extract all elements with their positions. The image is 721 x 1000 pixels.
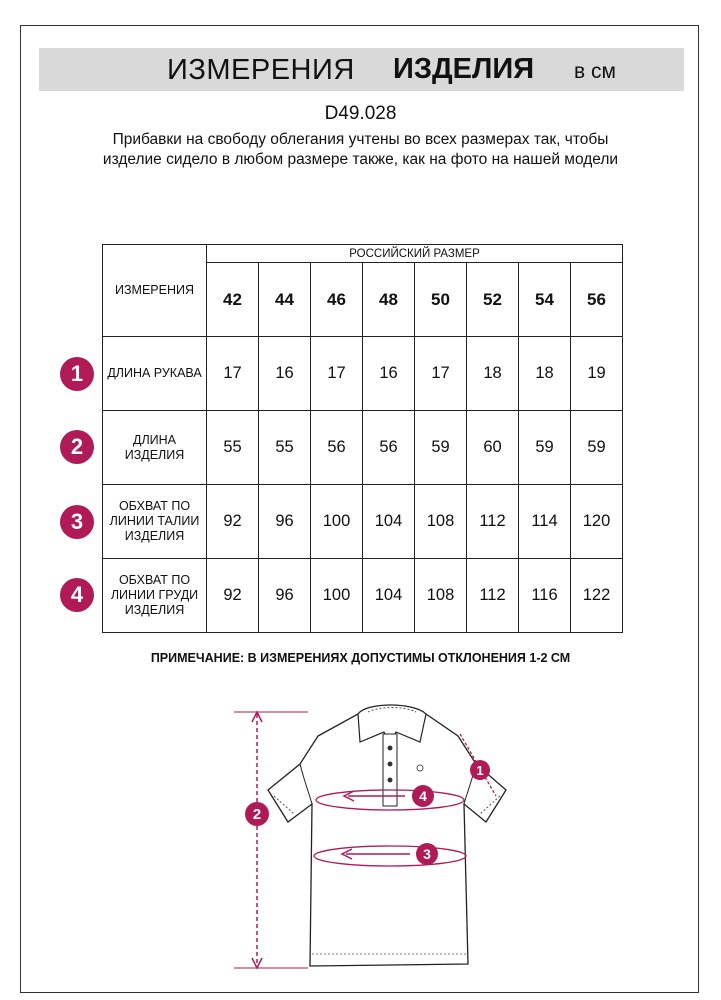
measurement-value: 96 (258, 484, 311, 559)
measurement-value: 108 (414, 558, 467, 633)
diagram-marker-1 (470, 760, 490, 780)
measurement-value: 17 (310, 336, 363, 411)
title-unit: в см (574, 60, 616, 83)
measurement-value: 92 (206, 484, 259, 559)
fit-note: Прибавки на свободу облегания учтены во всех размерах так, чтобы изделие сидело в любом размере также, как на фото на нашей модели (102, 131, 619, 168)
svg-text:2: 2 (252, 806, 262, 823)
measurement-value: 19 (570, 336, 623, 411)
measurement-value: 59 (570, 410, 623, 485)
measurement-value: 16 (258, 336, 311, 411)
measurement-value: 18 (466, 336, 519, 411)
tolerance-remark: ПРИМЕЧАНИЕ: В ИЗМЕРЕНИЯХ ДОПУСТИМЫ ОТКЛОНЕНИЯ 1-2 СМ (150, 651, 571, 665)
size-header: 44 (258, 262, 311, 337)
measurement-value: 18 (518, 336, 571, 411)
measurement-value: 112 (466, 558, 519, 633)
measurement-value: 16 (362, 336, 415, 411)
row-marker-3: 3 (60, 505, 94, 539)
size-header: 54 (518, 262, 571, 337)
measurement-value: 56 (310, 410, 363, 485)
row-marker-2: 2 (60, 430, 94, 464)
measurement-value: 56 (362, 410, 415, 485)
svg-text:1: 1 (476, 763, 484, 778)
measurement-value: 60 (466, 410, 519, 485)
measurement-label: ОБХВАТ ПО ЛИНИИ ГРУДИ ИЗДЕЛИЯ (102, 558, 207, 633)
row-marker-1: 1 (60, 357, 94, 391)
measurement-value: 112 (466, 484, 519, 559)
table-group-header: РОССИЙСКИЙ РАЗМЕР (206, 244, 623, 263)
size-header: 52 (466, 262, 519, 337)
title-banner (39, 48, 684, 91)
title-measurements: ИЗМЕРЕНИЯ (167, 54, 355, 86)
size-header: 46 (310, 262, 363, 337)
measurement-value: 59 (518, 410, 571, 485)
measurement-value: 104 (362, 484, 415, 559)
article-code: D49.028 (324, 103, 397, 124)
table-corner-label: ИЗМЕРЕНИЯ (102, 244, 207, 337)
size-table (102, 244, 621, 633)
measurement-value: 92 (206, 558, 259, 633)
diagram-marker-2 (245, 802, 269, 826)
measurement-value: 17 (414, 336, 467, 411)
svg-text:3: 3 (423, 846, 431, 862)
measurement-value: 55 (258, 410, 311, 485)
measurement-value: 17 (206, 336, 259, 411)
size-header: 56 (570, 262, 623, 337)
measurement-value: 116 (518, 558, 571, 633)
size-header: 48 (362, 262, 415, 337)
measurement-value: 100 (310, 484, 363, 559)
diagram-marker-3 (416, 843, 438, 865)
measurement-value: 59 (414, 410, 467, 485)
title-garment: ИЗДЕЛИЯ (393, 53, 535, 85)
polo-shirt-diagram (230, 692, 530, 977)
measurement-value: 104 (362, 558, 415, 633)
placket (383, 734, 397, 806)
svg-text:4: 4 (419, 788, 427, 804)
size-header: 42 (206, 262, 259, 337)
measurement-value: 108 (414, 484, 467, 559)
measurement-value: 122 (570, 558, 623, 633)
row-marker-4: 4 (60, 578, 94, 612)
measurement-label: ОБХВАТ ПО ЛИНИИ ТАЛИИ ИЗДЕЛИЯ (102, 484, 207, 559)
measurement-value: 114 (518, 484, 571, 559)
size-header: 50 (414, 262, 467, 337)
measurement-label: ДЛИНА РУКАВА (102, 336, 207, 411)
measurement-value: 96 (258, 558, 311, 633)
measurement-value: 100 (310, 558, 363, 633)
diagram-marker-4 (412, 785, 434, 807)
measurement-label: ДЛИНА ИЗДЕЛИЯ (102, 410, 207, 485)
measurement-value: 120 (570, 484, 623, 559)
measurement-value: 55 (206, 410, 259, 485)
